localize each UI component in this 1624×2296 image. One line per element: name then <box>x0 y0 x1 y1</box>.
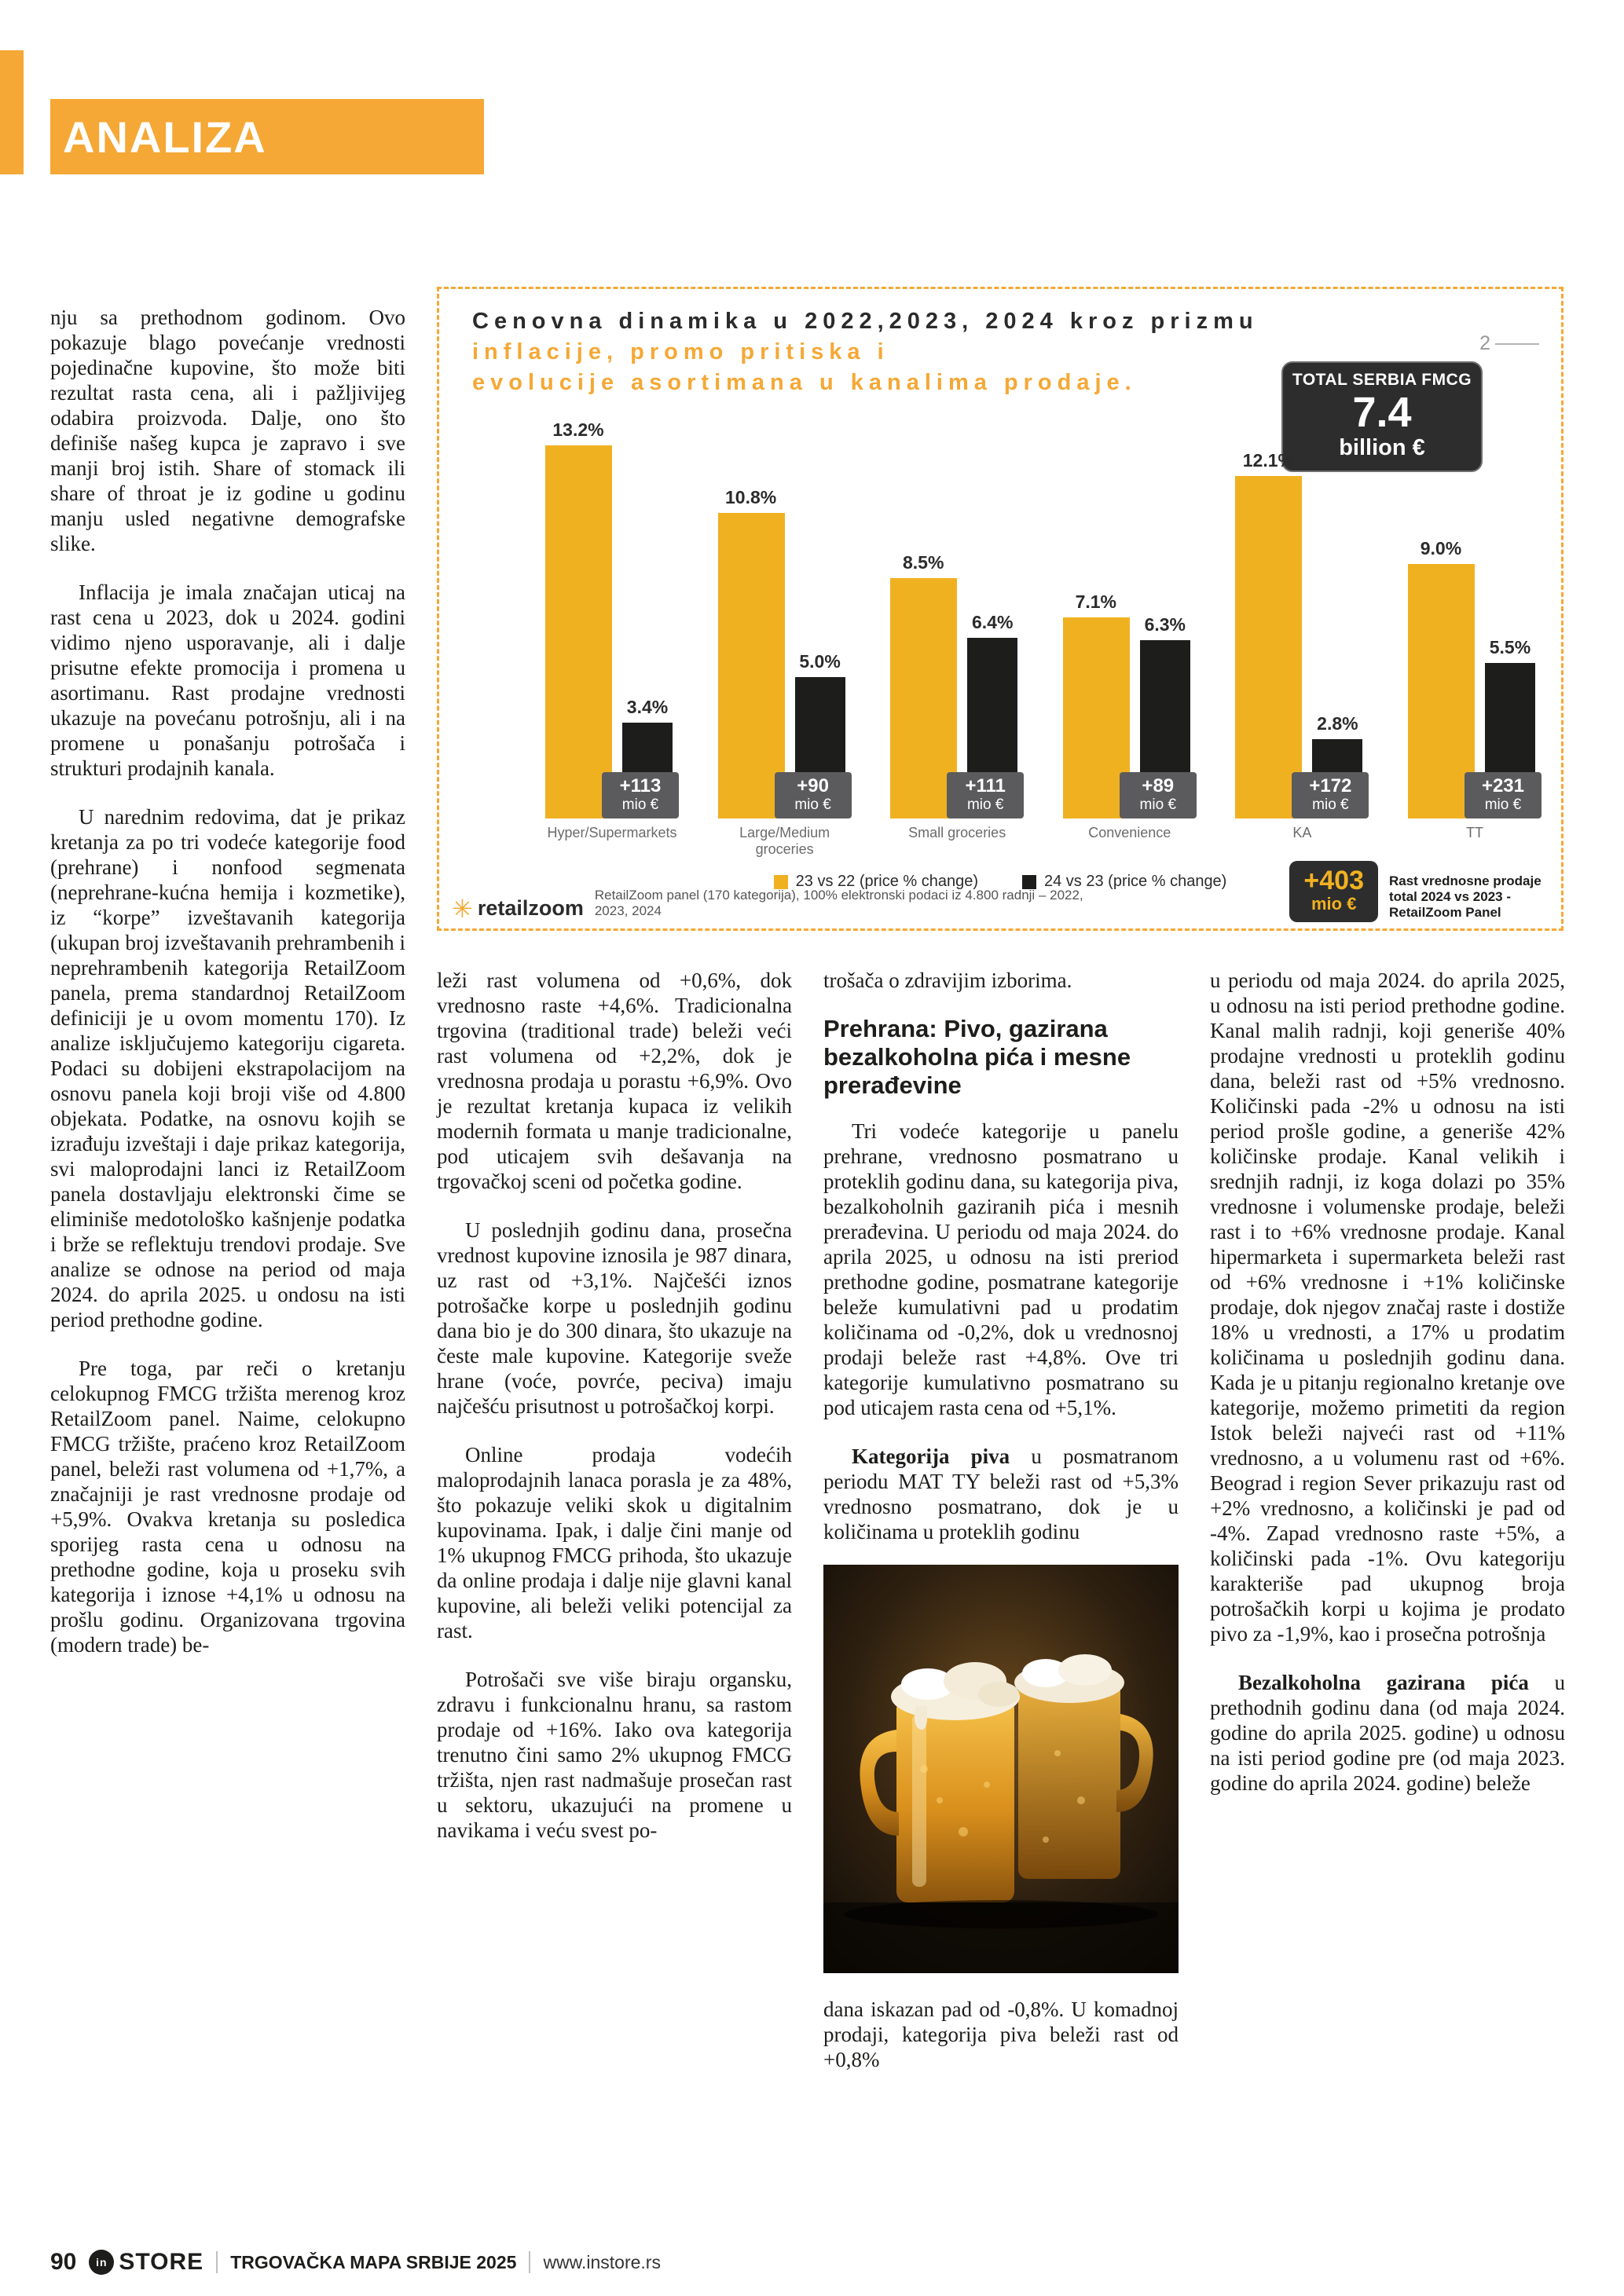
article-paragraph <box>1210 1670 1565 1796</box>
value-increase-badge: +89 mio € <box>1120 772 1197 818</box>
bar-price-change-23v22 <box>1235 476 1302 818</box>
bar-group <box>718 379 852 818</box>
article-column-1 <box>50 305 405 1657</box>
growth-badge-caption: Rast vrednosne prodaje total 2024 vs 2023 - RetailZoom Panel <box>1389 873 1542 920</box>
total-badge-label: TOTAL SERBIA FMCG <box>1292 371 1472 389</box>
page-footer <box>50 2249 661 2276</box>
left-accent-bar <box>0 50 24 174</box>
value-increase-badge: +172 mio € <box>1292 772 1369 818</box>
beer-photo <box>823 1565 1179 1973</box>
bar-group <box>1063 379 1197 818</box>
paragraph-lead-bold: Kategorija piva <box>852 1445 1010 1468</box>
footer-divider <box>529 2251 530 2273</box>
chart-source-text: RetailZoom panel (170 kategorija), 100% elektronski podaci iz 4.800 radnji – 2022, 2023, 2024 <box>594 888 1083 918</box>
value-increase-badge: +231 mio € <box>1465 772 1542 818</box>
bar-value-label: 9.0% <box>1420 538 1462 558</box>
bar-value-label: 13.2% <box>552 419 604 440</box>
paragraph-lead-bold: Bezalkoholna gazirana pića <box>1238 1671 1529 1694</box>
article-paragraph: dana iskazan pad od -0,8%. U komadnoj prodaji, kategorija piva beleži rast od +0,8% <box>823 1998 1179 2071</box>
growth-badge-unit: mio € <box>1311 894 1357 914</box>
bar-chart-plot <box>545 379 1542 818</box>
bar-group <box>545 379 679 818</box>
retailzoom-logo <box>452 896 584 922</box>
bar-group <box>1235 379 1369 818</box>
legend-label: 24 vs 23 (price % change) <box>1044 873 1227 890</box>
bar-value-label: 5.0% <box>799 651 841 672</box>
article-paragraph <box>823 1444 1179 1544</box>
category-label: TT <box>1465 825 1483 840</box>
article-paragraph: U poslednjih godinu dana, prosečna vrednost kupovine iznosila je 987 dinara, uz rast od +3,1%. Najčešći iznos potrošačke korpe u poslednjih godinu dana bio je do 300 dinara, što ukazuje na česte male kupovine. Kategorije sveže hrane (voće, povrće, peciva) imaju najčešću prisutnost u potrošačkoj korpi. <box>437 1218 792 1418</box>
bar-value-label: 10.8% <box>724 487 777 508</box>
bar-group <box>890 379 1024 818</box>
bar-value-label: 3.4% <box>626 696 669 717</box>
bar-value-label: 12.1% <box>1242 450 1294 471</box>
article-column-2 <box>437 968 792 1843</box>
article-paragraph: u periodu od maja 2024. do aprila 2025, u odnosu na isti period prethodne godine. Kanal malih radnji, koji generiše 40% prodajne vrednosti u proteklih godinu dana, beleži rast od +5% vrednosno. Količinski pada -2% u odnosu na isti period prošle godine, a generiše 42% količinske prodaje. Kanal velikih i srednjih radnji, iz koga dolazi po 35% vrednosne i volumenske prodaje, beleži rast i to +6% vrednosne prodaje. Kanal hipermarketa i supermarketa beleži rast od +6% vrednosne i +1% količinske prodaje, dok njegov značaj raste i dostiže 18% u vrednosti, a 17% u prodatim količinama u poslednjih godinu dana. Kada je u pitanju regionalno kretanje ove kategorije, možemo primetiti da region Istok beleži najveći rast od +11% vrednosno, a u volumenu rast od +6%. Beograd i region Sever prikazuju rast od +2% vrednosno, a količinski je pad od -4%. Zapad vrednosno raste +5%, a količinski pada -1%. Ovu kategoriju karakteriše pad ukupnog broja potrošačkih korpi u kojima je prodato pivo za -1,9%, kao i prosečna potrošnja <box>1210 969 1565 1646</box>
value-increase-badge: +90 mio € <box>775 772 852 818</box>
footer-divider <box>216 2251 218 2273</box>
bar-price-change-23v22 <box>545 445 612 818</box>
instore-logo <box>89 2249 203 2276</box>
price-dynamics-chart <box>437 287 1564 931</box>
category-label: KA <box>1292 825 1312 840</box>
bar-group <box>1408 379 1542 818</box>
category-label: Convenience <box>1088 825 1171 840</box>
article-column-4 <box>1210 968 1565 1796</box>
figure-number-rule <box>1495 343 1539 345</box>
value-increase-badge: +111 mio € <box>947 772 1024 818</box>
paragraph-text: u posmatranom periodu MAT TY beleži rast od +5,3% vrednosno posmatrano, dok je u količinama u proteklih godinu <box>823 1445 1179 1543</box>
article-paragraph: U narednim redovima, dat je prikaz kretanja za po tri vodeće kategorije food (prehrane) i nonfood segmenata (neprehrane-kućna hemija i kozmetike), iz “korpe” izveštavanih kategorija (ukupan broj izveštavanih prehrambenih i neprehrambenih kategorija RetailZoom panela, prema standardnoj RetailZoom definiciji je u ovom momentu 170). Iz analize isključujemo kategoriju cigareta. Podaci su dobijeni ekstrapolacijom na osnovu panela koji broji više od 4.800 objekata. Podatke, na osnovu kojih se izrađuju izveštaji i daje prikaz kategorija, svi maloprodajni lanci iz RetailZoom panela dostavljaju elektronski čime se eliminiše medotološko kašnjenje podatka i brže se reflektuju trendovi prodaje. Sve analize se odnose na period od maja 2024. do aprila 2025. u ondosu na isti period prethodne godine. <box>50 805 405 1331</box>
category-label: Hyper/Supermarkets <box>547 825 677 840</box>
bar-value-label: 6.3% <box>1144 614 1186 635</box>
publication-title: TRGOVAČKA MAPA SRBIJE 2025 <box>230 2251 517 2272</box>
bar-value-label: 2.8% <box>1317 713 1358 734</box>
chart-title-line3: evolucije asortimana u kanalima prodaje. <box>472 370 1137 395</box>
retailzoom-logo-text: retailzoom <box>477 896 584 920</box>
category-axis <box>545 825 1542 858</box>
instore-logo-text: STORE <box>119 2249 204 2275</box>
article-paragraph: Pre toga, par reči o kretanju celokupnog FMCG tržišta merenog kroz RetailZoom panel. Naime, celokupno FMCG tržište, praćeno kroz RetailZoom panel, beleži rast volumena od +1,7%, a značajniji je rast vrednosne prodaje od +5,9%. Ovakva kretanja su posledica sporijeg rasta cena u odnosu na prethodne godine, koja u proseku svih kategorija i iznose +4,1% u odnosu na prošlu godinu. Organizovana trgovina (modern trade) be- <box>50 1357 405 1657</box>
total-badge-unit: billion € <box>1339 435 1425 460</box>
page-number: 90 <box>50 2249 77 2275</box>
chart-title-line2: inflacije, promo pritiska i <box>472 339 889 364</box>
article-paragraph: Inflacija je imala značajan uticaj na rast cena u 2023, dok u 2024. godini vidimo njeno usporavanje, ali i dalje prisutne efekte promocija i promena u asortimanu. Rast prodajne vrednosti ukazuje na povećanu potrošnju, ali i na promene u ponašanju potrošača i strukturi prodajnih kanala. <box>50 580 405 780</box>
article-paragraph: leži rast volumena od +0,6%, dok vrednosno raste +4,6%. Tradicionalna trgovina (traditional trade) beleži veći rast volumena od +2,2%, dok je vrednosna prodaja u porastu +6,9%. Ovo je rezultat kretanja kupaca iz velikih modernih formata u manje tradicionalne, pod uticajem svih dešavanja na trgovačkoj sceni od početka godine. <box>437 969 792 1193</box>
legend-label: 23 vs 22 (price % change) <box>795 873 978 890</box>
category-label: Large/Medium groceries <box>739 825 830 857</box>
category-label: Small groceries <box>908 825 1006 840</box>
bar-value-label: 6.4% <box>971 611 1014 632</box>
section-title: ANALIZA <box>63 112 267 162</box>
article-paragraph: Potrošači sve više biraju organsku, zdravu i funkcionalnu hranu, sa rastom prodaje od +16%. Iako ova kategorija trenutno čini samo 2% ukupnog FMCG tržišta, njen rast nadmašuje prosečan rast u sektoru, ukazujući na promene u navikama i veću svest po- <box>437 1668 792 1842</box>
article-paragraph: nju sa prethodnom godinom. Ovo pokazuje blago povećanje vrednosti pojedinačne kupovine, što može biti rezultat rasta cena, ali i pažljivijeg odabira proizvoda. Dalje, ono što definiše našeg kupca je zapravo i sve manji broj istih. Share of stomack ili share of throat je iz godine u godinu manju usled negativne demografske slike. <box>50 306 405 555</box>
chart-title-line1: Cenovna dinamika u 2022,2023, 2024 kroz prizmu <box>472 309 1259 334</box>
figure-number-text: 2 <box>1479 332 1490 354</box>
growth-badge <box>1289 861 1378 922</box>
bar-value-label: 7.1% <box>1075 591 1116 613</box>
article-paragraph: Tri vodeće kategorije u panelu prehrane, vrednosno posmatrano u proteklih godinu dana, su kategorija piva, bezalkoholnih gaziranih pića i mesnih prerađevina. U periodu od maja 2024. do aprila 2025, u odnosu na isti preriod prethodne godine, posmatrane kategorije beleže kumulativni pad u prodatim količinama od -0,2%, dok u vrednosnoj prodaji beleže rast +4,8%. Ove tri kategorije kumulativno posmatrano su pod uticajem rasta cena od +5,1%. <box>823 1119 1179 1419</box>
figure-number <box>1479 332 1539 355</box>
website-url: www.instore.rs <box>543 2251 661 2272</box>
chart-footer <box>452 861 1550 922</box>
bar-value-label: 8.5% <box>902 552 944 573</box>
article-column-3 <box>823 968 1179 2072</box>
value-increase-badge: +113 mio € <box>602 772 679 818</box>
bar-value-label: 5.5% <box>1489 637 1531 657</box>
growth-badge-value: +403 <box>1303 866 1364 895</box>
section-banner <box>50 99 484 174</box>
article-paragraph: trošača o zdravijim izborima. <box>823 969 1072 992</box>
article-paragraph: Online prodaja vodećih maloprodajnih lanaca porasla je za 48%, što pokazuje veliki skok u digitalnim kupovinama. Ipak, i dalje čini manje od 1% ukupnog FMCG prihoda, što ukazuje da online prodaja i dalje nije glavni kanal kupovine, ali beleži veliki potencijal za rast. <box>437 1443 792 1642</box>
section-subheading: Prehrana: Pivo, gazirana bezalkoholna pića i mesne prerađevine <box>823 1015 1131 1099</box>
paragraph-text: u prethodnih godinu dana (od maja 2024. godine do aprila 2025. godine) u odnosu na isti period godine pre (od maja 2023. godine do aprila 2024. godine) beleže <box>1210 1671 1566 1795</box>
total-badge-value: 7.4 <box>1352 389 1412 436</box>
retailzoom-star-icon: ✳ <box>452 894 473 923</box>
instore-circle-icon: in <box>89 2250 114 2275</box>
